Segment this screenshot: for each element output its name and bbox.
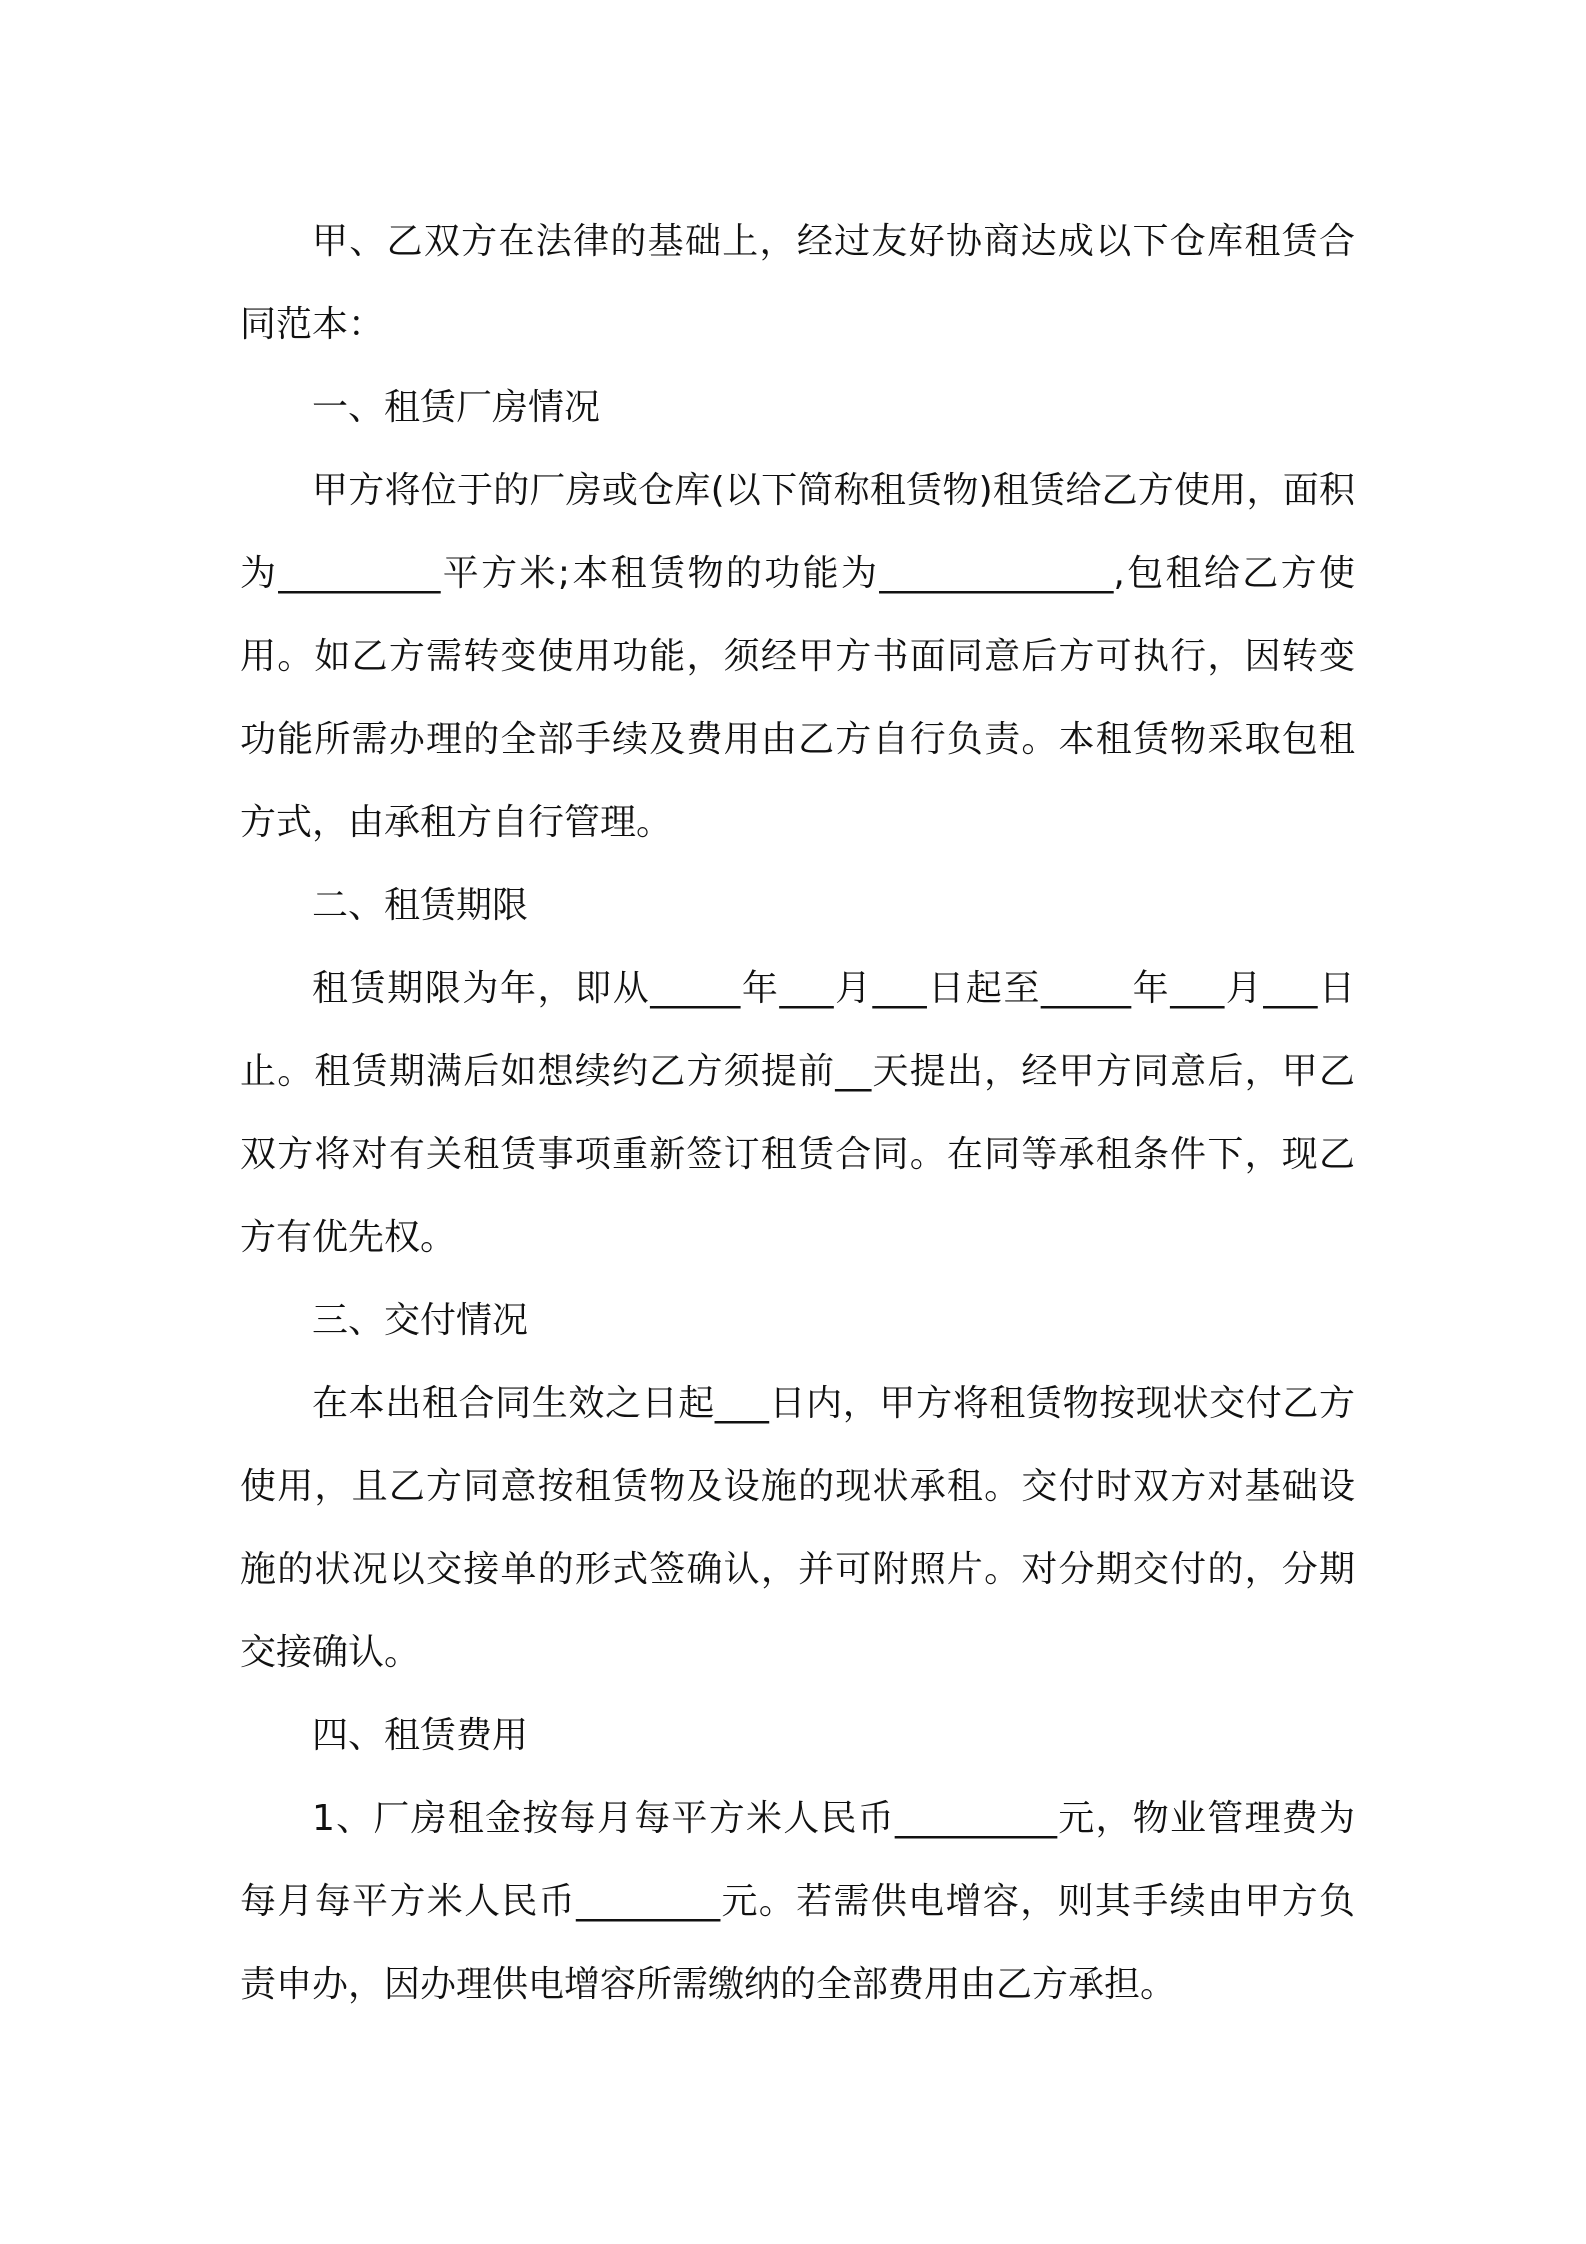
section-1-heading: 一、租赁厂房情况 [312,387,601,428]
section-2-heading: 二、租赁期限 [312,885,529,926]
intro-paragraph: 甲、乙双方在法律的基础上，经过友好协商达成以下仓库租赁合同范本： [240,221,1355,345]
document-body [240,200,1355,2026]
section-1-paragraph: 甲方将位于的厂房或仓库(以下简称租赁物)租赁给乙方使用，面积为_________平方米;本租赁物的功能为_____________,包租给乙方使用。如乙方需转变使用功能，须经甲方书面同意后方可执行，因转变功能所需办理的全部手续及费用由乙方自行负责。本租赁物采取包租方式，由承租方自行管理。 [240,470,1355,843]
section-3-heading: 三、交付情况 [312,1300,529,1341]
section-4-paragraph: 1、厂房租金按每月每平方米人民币_________元，物业管理费为每月每平方米人民币________元。若需供电增容，则其手续由甲方负责申办，因办理供电增容所需缴纳的全部费用由乙方承担。 [240,1798,1355,2005]
section-4-heading: 四、租赁费用 [312,1715,529,1756]
section-3-paragraph: 在本出租合同生效之日起___日内，甲方将租赁物按现状交付乙方使用，且乙方同意按租赁物及设施的现状承租。交付时双方对基础设施的状况以交接单的形式签确认，并可附照片。对分期交付的，分期交接确认。 [240,1383,1355,1673]
section-2-paragraph: 租赁期限为年，即从_____年___月___日起至_____年___月___日止。租赁期满后如想续约乙方须提前__天提出，经甲方同意后，甲乙双方将对有关租赁事项重新签订租赁合同。在同等承租条件下，现乙方有优先权。 [240,968,1355,1258]
